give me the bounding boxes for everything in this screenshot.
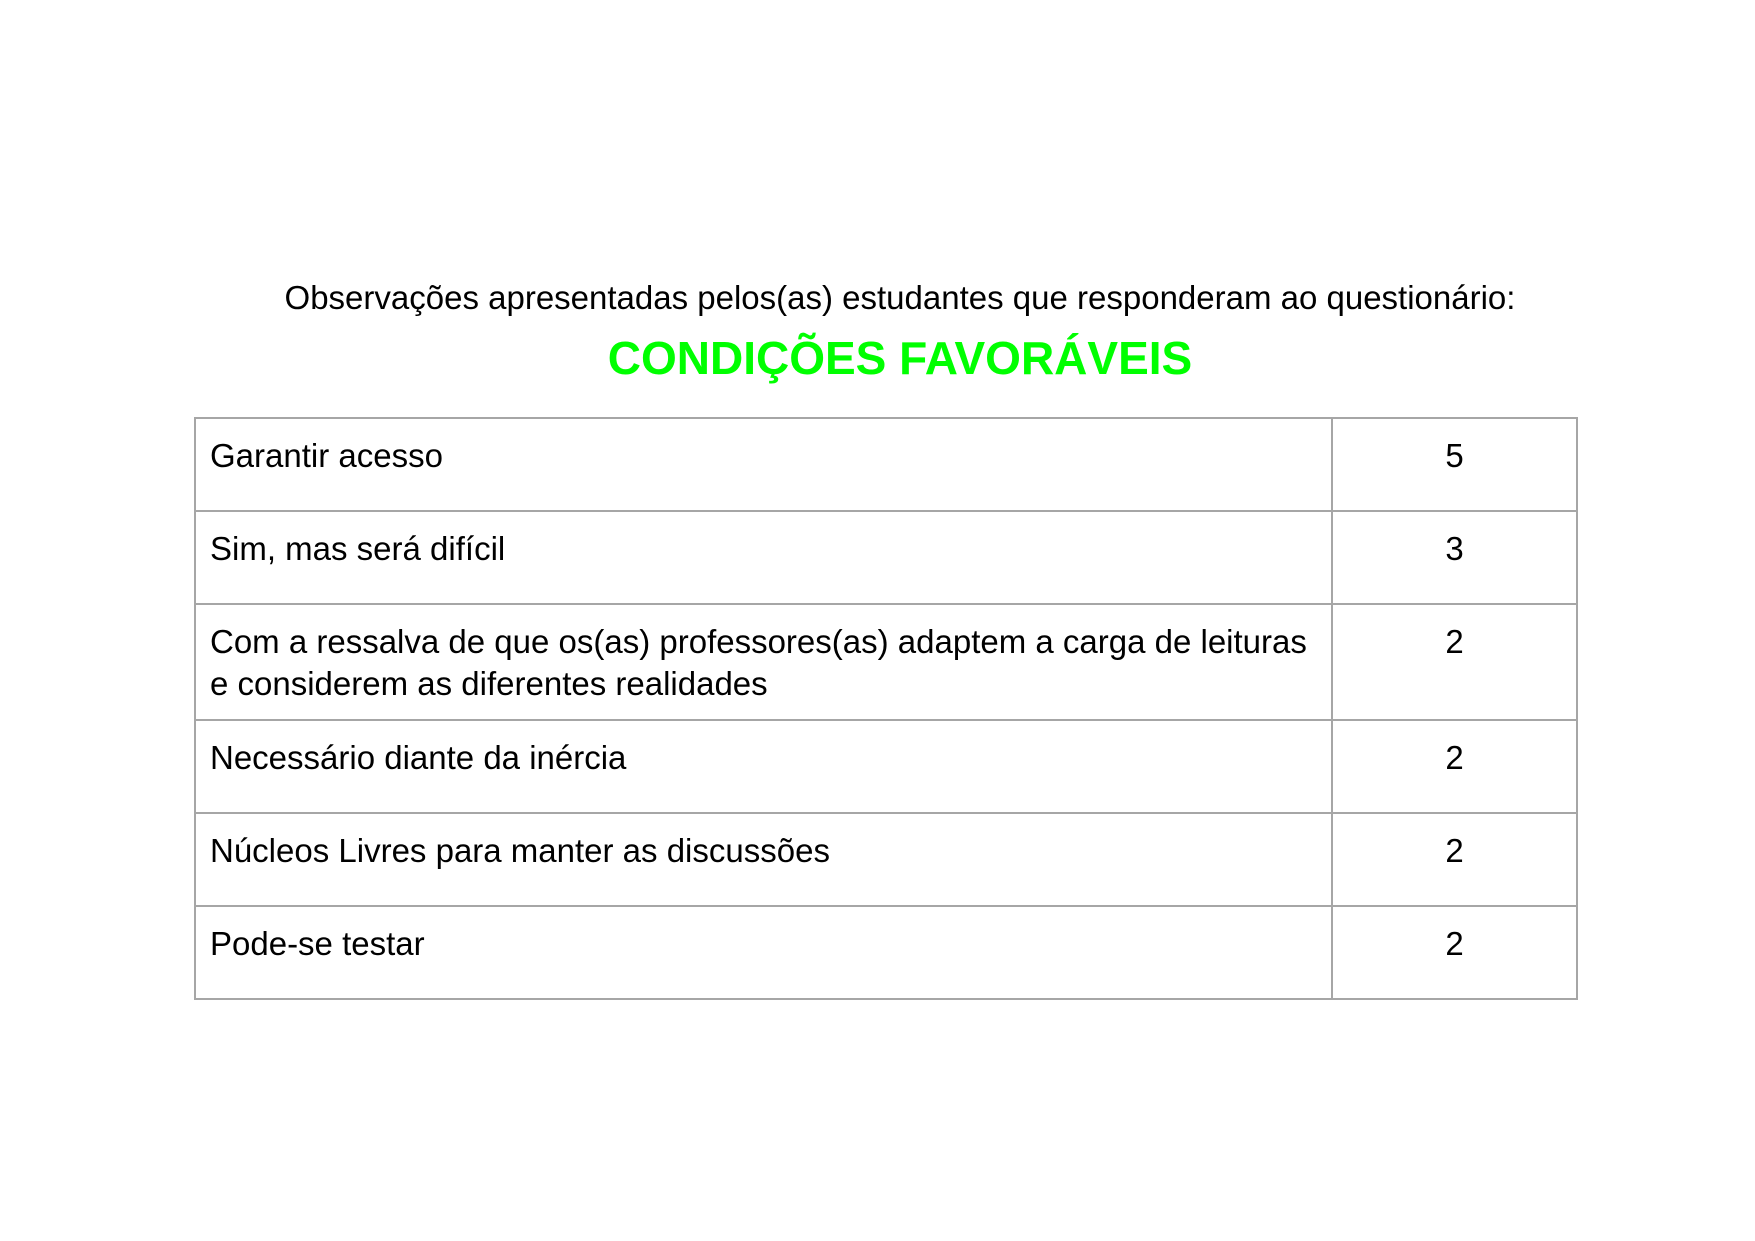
row-count: 2 bbox=[1332, 906, 1577, 999]
row-label: Necessário diante da inércia bbox=[195, 720, 1332, 813]
table-row bbox=[195, 813, 1577, 906]
row-label: Pode-se testar bbox=[195, 906, 1332, 999]
observations-table bbox=[194, 417, 1578, 1000]
row-label: Garantir acesso bbox=[195, 418, 1332, 511]
row-count: 2 bbox=[1332, 813, 1577, 906]
table-row bbox=[195, 511, 1577, 604]
table-row bbox=[195, 604, 1577, 720]
row-label: Núcleos Livres para manter as discussões bbox=[195, 813, 1332, 906]
row-count: 2 bbox=[1332, 720, 1577, 813]
row-count: 3 bbox=[1332, 511, 1577, 604]
table-row bbox=[195, 418, 1577, 511]
row-count: 5 bbox=[1332, 418, 1577, 511]
table-row bbox=[195, 906, 1577, 999]
document-title: CONDIÇÕES FAVORÁVEIS bbox=[607, 332, 1193, 384]
row-count: 2 bbox=[1332, 604, 1577, 720]
row-label: Com a ressalva de que os(as) professores(as) adaptem a carga de leituras e considerem as diferentes realidades bbox=[195, 604, 1332, 720]
row-label: Sim, mas será difícil bbox=[195, 511, 1332, 604]
document-subtitle: Observações apresentadas pelos(as) estudantes que responderam ao questionário: bbox=[284, 279, 1516, 316]
table-row bbox=[195, 720, 1577, 813]
